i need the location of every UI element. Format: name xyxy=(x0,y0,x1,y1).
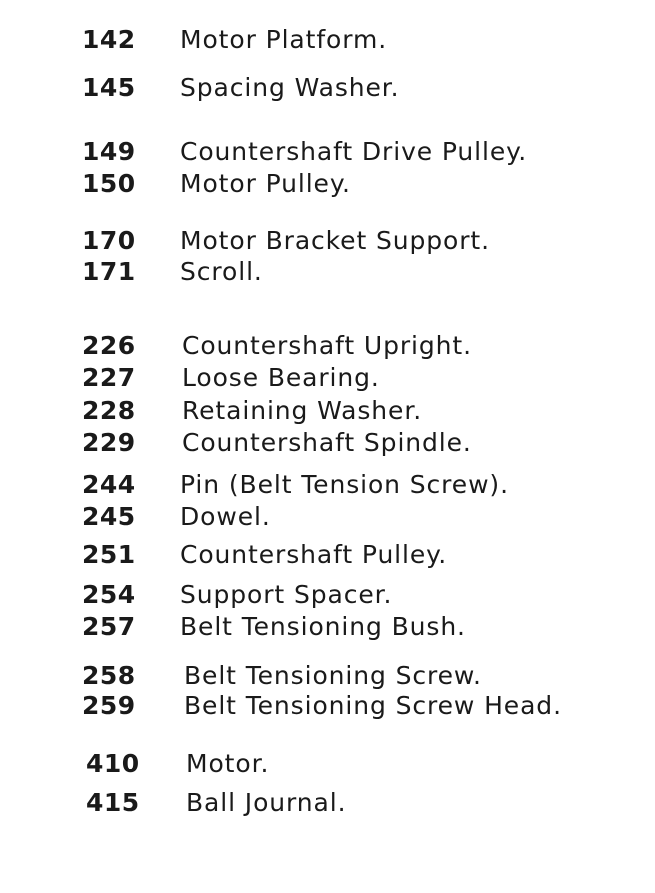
part-number: 227 xyxy=(82,363,136,392)
part-row xyxy=(0,469,655,501)
part-description: Motor Platform. xyxy=(180,25,388,54)
part-number: 257 xyxy=(82,612,136,641)
part-row xyxy=(0,362,655,394)
part-description: Belt Tensioning Screw. xyxy=(184,661,482,690)
part-description: Belt Tensioning Bush. xyxy=(180,612,466,641)
part-row xyxy=(0,330,655,362)
part-row xyxy=(0,660,655,692)
part-description: Motor Pulley. xyxy=(180,169,351,198)
part-description: Belt Tensioning Screw Head. xyxy=(184,691,562,720)
part-number: 149 xyxy=(82,137,136,166)
part-row xyxy=(0,748,655,780)
part-description: Retaining Washer. xyxy=(182,396,423,425)
part-number: 415 xyxy=(86,788,140,817)
part-row xyxy=(0,24,655,56)
part-number: 228 xyxy=(82,396,136,425)
part-number: 245 xyxy=(82,502,136,531)
part-number: 171 xyxy=(82,257,136,286)
part-row xyxy=(0,168,655,200)
part-description: Dowel. xyxy=(180,502,271,531)
part-number: 251 xyxy=(82,540,136,569)
part-number: 254 xyxy=(82,580,136,609)
part-number: 170 xyxy=(82,226,136,255)
part-description: Spacing Washer. xyxy=(180,73,400,102)
part-description: Support Spacer. xyxy=(180,580,393,609)
part-number: 145 xyxy=(82,73,136,102)
part-description: Countershaft Upright. xyxy=(182,331,472,360)
part-row xyxy=(0,72,655,104)
part-row xyxy=(0,501,655,533)
part-description: Loose Bearing. xyxy=(182,363,380,392)
part-number: 226 xyxy=(82,331,136,360)
part-row xyxy=(0,611,655,643)
part-number: 259 xyxy=(82,691,136,720)
part-description: Countershaft Spindle. xyxy=(182,428,472,457)
part-number: 258 xyxy=(82,661,136,690)
part-description: Pin (Belt Tension Screw). xyxy=(180,470,509,499)
part-row xyxy=(0,225,655,257)
part-row xyxy=(0,539,655,571)
part-number: 229 xyxy=(82,428,136,457)
part-number: 244 xyxy=(82,470,136,499)
part-row xyxy=(0,579,655,611)
part-description: Countershaft Pulley. xyxy=(180,540,448,569)
part-row xyxy=(0,787,655,819)
part-description: Ball Journal. xyxy=(186,788,347,817)
part-row xyxy=(0,690,655,722)
part-row xyxy=(0,136,655,168)
part-description: Motor. xyxy=(186,749,270,778)
part-number: 150 xyxy=(82,169,136,198)
part-description: Countershaft Drive Pulley. xyxy=(180,137,528,166)
part-row xyxy=(0,395,655,427)
part-description: Scroll. xyxy=(180,257,263,286)
part-row xyxy=(0,256,655,288)
part-number: 142 xyxy=(82,25,136,54)
part-number: 410 xyxy=(86,749,140,778)
part-row xyxy=(0,427,655,459)
part-description: Motor Bracket Support. xyxy=(180,226,490,255)
